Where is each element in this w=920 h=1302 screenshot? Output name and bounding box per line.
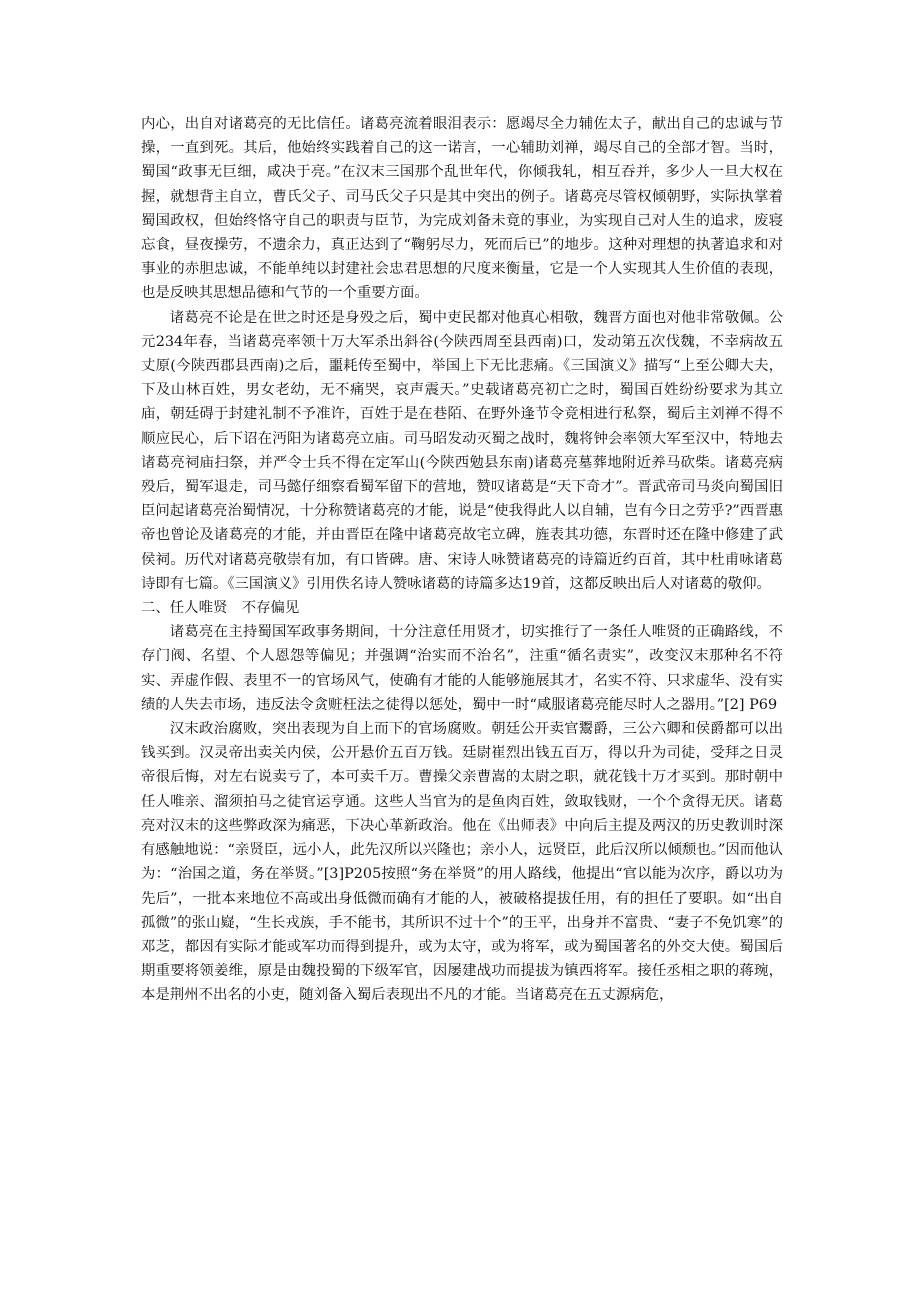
document-page — [141, 112, 783, 1008]
paragraph-loyalty: 内心，出自对诸葛亮的无比信任。诸葛亮流着眼泪表示：愿竭尽全力辅佐太子，献出自己的忠诚与节操，一直到死。其后，他始终实践着自己的这一诺言，一心辅助刘禅，竭尽自己的全部才智。当时，蜀国“政事无巨细，咸决于亮。”在汉末三国那个乱世年代，你倾我轧，相互吞并，多少人一旦大权在握，就想背主自立，曹氏父子、司马氏父子只是其中突出的例子。诸葛亮尽管权倾朝野，实际执掌着蜀国政权，但始终恪守自己的职责与臣节，为完成刘备未竟的事业，为实现自己对人生的追求，废寝忘食，昼夜操劳，不遗余力，真正达到了“鞠躬尽力，死而后已”的地步。这种对理想的执著追求和对事业的赤胆忠诚，不能单纯以封建社会忠君思想的尺度来衡量，它是一个人实现其人生价值的表现，也是反映其思想品德和气节的一个重要方面。 — [141, 116, 783, 302]
paragraph-reverence: 诸葛亮不论是在世之时还是身殁之后，蜀中吏民都对他真心相敬，魏晋方面也对他非常敬佩。公元234年春，当诸葛亮率领十万大军杀出斜谷(今陕西周至县西南)口，发动第五次伐魏，不幸病故五丈原(今陕西郡县西南)之后，噩耗传至蜀中，举国上下无比悲痛。《三国演义》描写“上至公卿大夫，下及山林百姓，男女老幼，无不痛哭，哀声震天。”史载诸葛亮初亡之时，蜀国百姓纷纷要求为其立庙，朝廷碍于封建礼制不予准许，百姓于是在巷陌、在野外逢节令竞相进行私祭，蜀后主刘禅不得不顺应民心，后下诏在沔阳为诸葛亮立庙。司马昭发动灭蜀之战时，魏将钟会率领大军至汉中，特地去诸葛亮祠庙扫祭，并严令士兵不得在定军山(今陕西勉县东南)诸葛亮墓葬地附近养马砍柴。诸葛亮病殁后，蜀军退走，司马懿仔细察看蜀军留下的营地，赞叹诸葛是“天下奇才”。晋武帝司马炎向蜀国旧臣问起诸葛亮治蜀情况，十分称赞诸葛亮的才能，说是“使我得此人以自辅，岂有今日之劳乎?”西晋惠帝也曾论及诸葛亮的才能，并由晋臣在隆中诸葛亮故宅立碑，旌表其功德，东晋时还在隆中修建了武侯祠。历代对诸葛亮敬崇有加，有口皆碑。唐、宋诗人咏赞诸葛亮的诗篇近约百首，其中杜甫咏诸葛诗即有七篇。《三国演义》引用佚名诗人赞咏诸葛的诗篇多达19首，这都反映出后人对诸葛的敬仰。 — [141, 309, 783, 592]
paragraph-talent-policy: 诸葛亮在主持蜀国军政事务期间，十分注意任用贤才，切实推行了一条任人唯贤的正确路线，不存门阀、名望、个人恩怨等偏见；并强调“治实而不治名”，注重“循名责实”，改变汉末那种名不符实、弄虚作假、表里不一的官场风气，使确有才能的人能够施展其才，名实不符、只求虚华、没有实绩的人失去市场，违反法令贪赃枉法之徒得以惩处，蜀中一时“咸服诸葛亮能尽时人之器用。”[2] P69 — [141, 624, 783, 713]
paragraph-corruption: 汉末政治腐败，突出表现为自上而下的官场腐败。朝廷公开卖官鬻爵，三公六卿和侯爵都可以出钱买到。汉灵帝出卖关内侯，公开悬价五百万钱。廷尉崔烈出钱五百万，得以升为司徒，受拜之日灵帝很后悔，对左右说卖亏了，本可卖千万。曹操父亲曹嵩的太尉之职，就花钱十万才买到。那时朝中任人唯亲、溜须拍马之徒官运亨通。这些人当官为的是鱼肉百姓，敛取钱财，一个个贪得无厌。诸葛亮对汉末的这些弊政深为痛恶，下决心革新政治。他在《出师表》中向后主提及两汉的历史教训时深有感触地说：“亲贤臣，远小人，此先汉所以兴隆也；亲小人，远贤臣，此后汉所以倾颓也。”因而他认为：“治国之道，务在举贤。”[3]P205按照“务在举贤”的用人路线，他提出“官以能为次序，爵以功为先后”，一批本来地位不高或出身低微而确有才能的人，被破格提拔任用，有的担任了要职。如“出自孤微”的张山嶷，“生长戎族，手不能书，其所识不过十个”的王平，出身并不富贵、“妻子不免饥寒”的邓芝，都因有实际才能或军功而得到提升，或为太守，或为将军，或为蜀国著名的外交大使。蜀国后期重要将领姜维，原是由魏投蜀的下级军官，因屡建战功而提拔为镇西将军。接任丞相之职的蒋琬，本是荆州不出名的小吏，随刘备入蜀后表现出不凡的才能。当诸葛亮在五丈源病危， — [141, 721, 783, 1004]
section-heading: 二、任人唯贤 不存偏见 — [141, 600, 300, 617]
